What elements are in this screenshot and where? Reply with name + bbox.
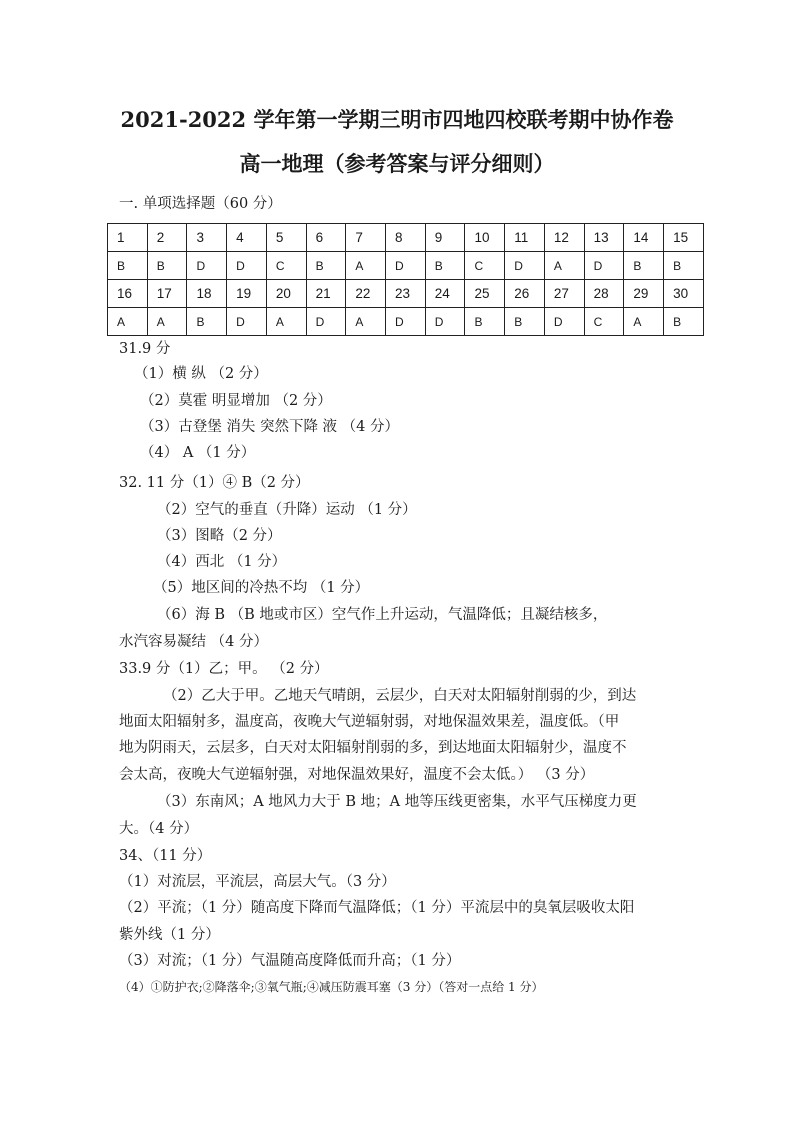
question-number-cell: 29: [624, 280, 664, 308]
section-heading-choice: 一. 单项选择题（60 分）: [119, 196, 282, 212]
question-number-cell: 22: [346, 280, 386, 308]
answer-letter-cell: B: [465, 308, 505, 336]
answer-table: [107, 223, 704, 336]
answer-letter-cell: B: [505, 308, 545, 336]
document-title: 2021-2022 学年第一学期三明市四地四校联考期中协作卷: [120, 107, 674, 132]
answer-letter-cell: B: [147, 252, 187, 280]
question-number-cell: 30: [664, 280, 704, 308]
question-number-cell: 5: [266, 224, 306, 252]
question-number-cell: 8: [386, 224, 426, 252]
q31-answer-3: （3）古登堡 消失 突然下降 液 （4 分）: [140, 419, 399, 435]
question-number-cell: 9: [425, 224, 465, 252]
answer-table-answer-row: [108, 308, 704, 336]
question-number-cell: 10: [465, 224, 505, 252]
answer-letter-cell: B: [306, 252, 346, 280]
q31-answer-2: （2）莫霍 明显增加 （2 分）: [140, 393, 332, 409]
q32-heading: 32. 11 分（1）④ B（2 分）: [119, 475, 310, 491]
question-number-cell: 26: [505, 280, 545, 308]
q34-answer-4: （4）①防护衣;②降落伞;③氧气瓶;④减压防震耳塞（3 分）（答对一点给 1 分）: [119, 980, 544, 994]
q33-heading: 33.9 分（1）乙；甲。 （2 分）: [119, 661, 329, 677]
question-number-cell: 20: [266, 280, 306, 308]
answer-letter-cell: A: [544, 252, 584, 280]
answer-letter-cell: A: [346, 308, 386, 336]
question-number-cell: 4: [227, 224, 267, 252]
answer-table-number-row: [108, 280, 704, 308]
q33-answer-3-line2: 大。（4 分）: [119, 821, 199, 837]
question-number-cell: 27: [544, 280, 584, 308]
document-subtitle: 高一地理（参考答案与评分细则）: [239, 151, 555, 176]
question-number-cell: 18: [187, 280, 227, 308]
question-number-cell: 11: [505, 224, 545, 252]
answer-letter-cell: D: [227, 308, 267, 336]
q34-answer-1: （1）对流层，平流层，高层大气。（3 分）: [119, 874, 396, 890]
answer-letter-cell: B: [624, 252, 664, 280]
answer-letter-cell: C: [584, 308, 624, 336]
answer-letter-cell: A: [147, 308, 187, 336]
question-number-cell: 7: [346, 224, 386, 252]
answer-letter-cell: B: [664, 252, 704, 280]
q34-answer-3: （3）对流；（1 分）气温随高度降低而升高；（1 分）: [119, 953, 461, 969]
question-number-cell: 21: [306, 280, 346, 308]
answer-letter-cell: B: [108, 252, 148, 280]
answer-letter-cell: A: [346, 252, 386, 280]
q32-answer-5: （5）地区间的冷热不均 （1 分）: [153, 580, 370, 596]
q31-answer-4: （4） A （1 分）: [140, 445, 256, 461]
q33-answer-2-line3: 地为阴雨天，云层多，白天对太阳辐射削弱的多，到达地面太阳辐射少，温度不: [119, 740, 627, 756]
q33-answer-2-line4: 会太高，夜晚大气逆辐射强，对地保温效果好，温度不会太低。） （3 分）: [119, 767, 595, 783]
question-number-cell: 14: [624, 224, 664, 252]
question-number-cell: 12: [544, 224, 584, 252]
question-number-cell: 13: [584, 224, 624, 252]
q31-answer-1: （1）横 纵 （2 分）: [134, 366, 268, 382]
question-number-cell: 3: [187, 224, 227, 252]
answer-letter-cell: D: [505, 252, 545, 280]
question-number-cell: 23: [386, 280, 426, 308]
q32-answer-4: （4）西北 （1 分）: [157, 554, 287, 570]
question-number-cell: 24: [425, 280, 465, 308]
answer-letter-cell: C: [465, 252, 505, 280]
q34-answer-2-line2: 紫外线（1 分）: [119, 927, 220, 943]
question-number-cell: 28: [584, 280, 624, 308]
answer-letter-cell: D: [227, 252, 267, 280]
q33-answer-2-line2: 地面太阳辐射多，温度高，夜晚大气逆辐射弱，对地保温效果差，温度低。（甲: [119, 714, 620, 730]
answer-letter-cell: B: [187, 308, 227, 336]
answer-table-answer-row: [108, 252, 704, 280]
q32-answer-2: （2）空气的垂直（升降）运动 （1 分）: [157, 502, 417, 518]
question-number-cell: 2: [147, 224, 187, 252]
answer-letter-cell: D: [544, 308, 584, 336]
answer-letter-cell: A: [624, 308, 664, 336]
question-number-cell: 19: [227, 280, 267, 308]
q33-answer-2-line1: （2）乙大于甲。乙地天气晴朗，云层少，白天对太阳辐射削弱的少，到达: [163, 688, 637, 704]
q32-answer-6-line1: （6）海 B （B 地或市区）空气作上升运动，气温降低；且凝结核多，: [157, 607, 608, 623]
answer-letter-cell: D: [306, 308, 346, 336]
question-number-cell: 16: [108, 280, 148, 308]
q34-answer-2-line1: （2）平流；（1 分）随高度下降而气温降低；（1 分）平流层中的臭氧层吸收太阳: [119, 900, 635, 916]
answer-letter-cell: D: [187, 252, 227, 280]
q31-heading: 31.9 分: [119, 341, 171, 357]
answer-letter-cell: D: [386, 252, 426, 280]
answer-letter-cell: D: [584, 252, 624, 280]
answer-letter-cell: B: [664, 308, 704, 336]
answer-letter-cell: D: [386, 308, 426, 336]
q34-heading: 34、（11 分）: [119, 848, 212, 864]
answer-letter-cell: A: [108, 308, 148, 336]
question-number-cell: 15: [664, 224, 704, 252]
question-number-cell: 1: [108, 224, 148, 252]
answer-table-number-row: [108, 224, 704, 252]
answer-letter-cell: A: [266, 308, 306, 336]
question-number-cell: 25: [465, 280, 505, 308]
answer-letter-cell: D: [425, 308, 465, 336]
question-number-cell: 17: [147, 280, 187, 308]
q32-answer-3: （3）图略（2 分）: [157, 528, 282, 544]
q33-answer-3-line1: （3）东南风；A 地风力大于 B 地；A 地等压线更密集，水平气压梯度力更: [157, 794, 637, 810]
question-number-cell: 6: [306, 224, 346, 252]
answer-letter-cell: C: [266, 252, 306, 280]
answer-letter-cell: B: [425, 252, 465, 280]
q32-answer-6-line2: 水汽容易凝结 （4 分）: [119, 634, 268, 650]
